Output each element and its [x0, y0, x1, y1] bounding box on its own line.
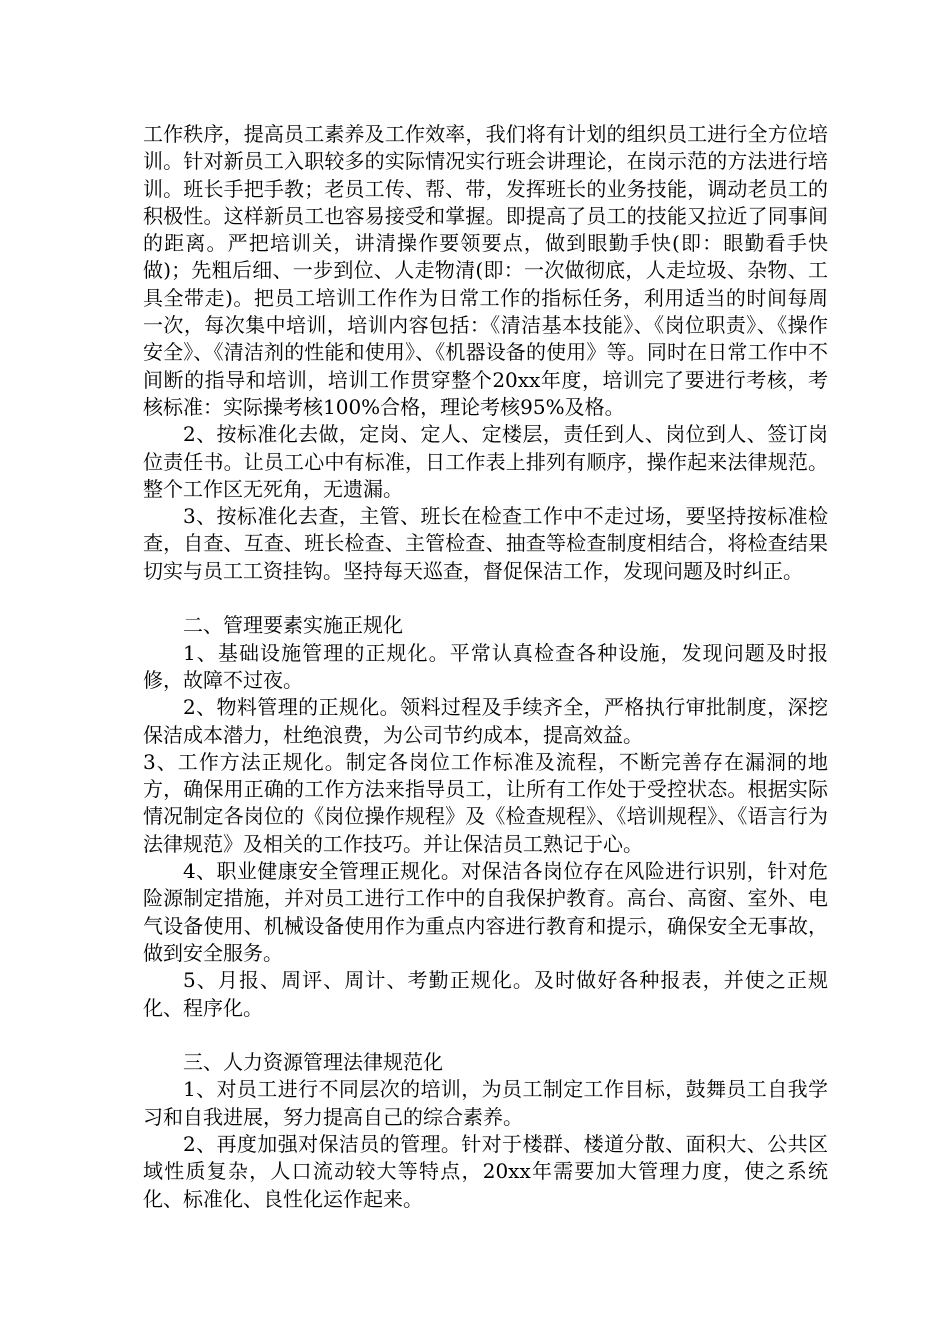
paragraph-facility-management: 1、基础设施管理的正规化。平常认真检查各种设施，发现问题及时报修，故障不过夜。 — [143, 640, 828, 692]
paragraph-material-management: 2、物料管理的正规化。领料过程及手续齐全，严格执行审批制度，深挖保洁成本潜力，杜绝浪费，为公司节约成本，提高效益。 — [143, 695, 828, 747]
paragraph-standardized-work: 2、按标准化去做，定岗、定人、定楼层，责任到人、岗位到人、签订岗位责任书。让员工心中有标准，日工作表上排列有顺序，操作起来法律规范。整个工作区无死角，无遗漏。 — [143, 422, 828, 501]
document-body — [143, 121, 828, 1213]
paragraph-work-methods: 3、工作方法正规化。制定各岗位工作标准及流程，不断完善存在漏洞的地方，确保用正确的工作方法来指导员工，让所有工作处于受控状态。根据实际情况制定各岗位的《岗位操作规程》及《检查规程》、《培训规程》、《语言行为法律规范》及相关的工作技巧。并让保洁员工熟记于心。 — [143, 749, 828, 856]
paragraph-training-plan: 工作秩序，提高员工素养及工作效率，我们将有计划的组织员工进行全方位培训。针对新员工入职较多的实际情况实行班会讲理论，在岗示范的方法进行培训。班长手把手教；老员工传、帮、带，发挥班长的业务技能，调动老员工的积极性。这样新员工也容易接受和掌握。即提高了员工的技能又拉近了同事间的距离。严把培训关，讲清操作要领要点，做到眼勤手快(即：眼勤看手快做)；先粗后细、一步到位、人走物清(即：一次做彻底，人走垃圾、杂物、工具全带走)。把员工培训工作作为日常工作的指标任务，利用适当的时间每周一次，每次集中培训，培训内容包括：《清洁基本技能》、《岗位职责》、《操作安全》、《清洁剂的性能和使用》、《机器设备的使用》等。同时在日常工作中不间断的指导和培训，培训工作贯穿整个20xx年度，培训完了要进行考核，考核标准：实际操考核100%合格，理论考核95%及格。 — [143, 122, 828, 419]
section-heading-management: 二、管理要素实施正规化 — [183, 613, 403, 638]
paragraph-cleaner-management: 2、再度加强对保洁员的管理。针对于楼群、楼道分散、面积大、公共区域性质复杂，人口流动较大等特点，20xx年需要加大管理力度，使之系统化、标准化、良性化运作起来。 — [143, 1131, 828, 1211]
section-heading-hr: 三、人力资源管理法律规范化 — [183, 1050, 443, 1075]
section-spacer — [143, 585, 828, 612]
section-spacer — [143, 1022, 828, 1049]
paragraph-standardized-inspection: 3、按标准化去查，主管、班长在检查工作中不走过场，要坚持按标准检查，自查、互查、班长检查、主管检查、抽查等检查制度相结合，将检查结果切实与员工工资挂钩。坚持每天巡查，督促保洁工作，发现问题及时纠正。 — [143, 504, 828, 583]
paragraph-staff-training: 1、对员工进行不同层次的培训，为员工制定工作目标，鼓舞员工自我学习和自我进展，努力提高自己的综合素养。 — [143, 1077, 828, 1129]
paragraph-reports: 5、月报、周评、周计、考勤正规化。及时做好各种报表，并使之正规化、程序化。 — [143, 968, 828, 1020]
paragraph-health-safety: 4、职业健康安全管理正规化。对保洁各岗位存在风险进行识别，针对危险源制定措施，并对员工进行工作中的自我保护教育。高台、高窗、室外、电气设备使用、机械设备使用作为重点内容进行教育和提示，确保安全无事故，做到安全服务。 — [143, 859, 828, 965]
